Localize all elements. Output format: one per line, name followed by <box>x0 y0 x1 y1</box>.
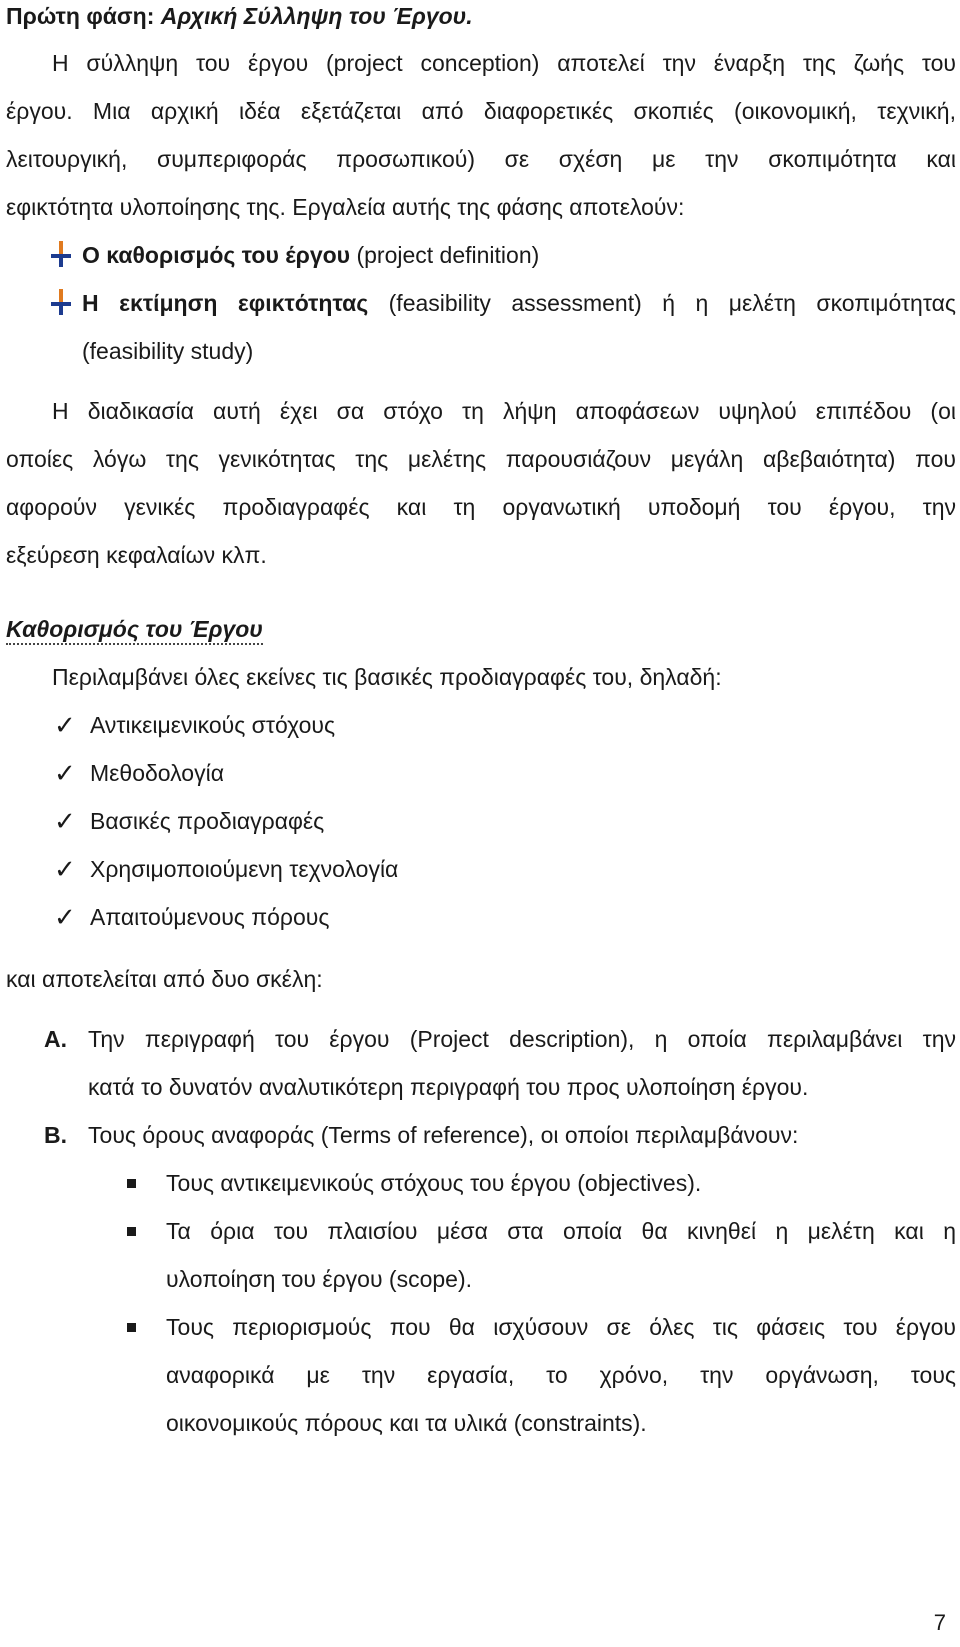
arrow-bullet-icon <box>50 289 72 315</box>
check-item: Βασικές προδιαγραφές <box>90 808 325 834</box>
square-bullet-icon <box>127 1323 136 1332</box>
paragraph-line: έργου. Μια αρχική ιδέα εξετάζεται από διαφορετικές σκοπιές (οικονομική, τεχνική, <box>6 98 956 124</box>
consists-text: και αποτελείται από δυο σκέλη: <box>6 966 323 992</box>
list-item-a-line: Την περιγραφή του έργου (Project description), η οποία περιλαμβάνει την <box>88 1026 956 1052</box>
list-item-b-line: Τους όρους αναφοράς (Terms of reference), οι οποίοι περιλαμβάνουν: <box>88 1122 799 1148</box>
sub-item-line: Τους αντικειμενικούς στόχους του έργου (objectives). <box>166 1170 702 1196</box>
check-item: Απαιτούμενους πόρους <box>90 904 330 930</box>
sub-item-line: οικονομικούς πόρους και τα υλικά (constraints). <box>166 1410 647 1436</box>
square-bullet-icon <box>127 1179 136 1188</box>
list-marker-a: A. <box>44 1026 67 1052</box>
phase-heading-prefix: Πρώτη φάση: <box>6 3 155 29</box>
section-heading-text: Καθορισμός του Έργου <box>6 616 263 645</box>
list-marker-b: B. <box>44 1122 67 1148</box>
intro-text: Περιλαμβάνει όλες εκείνες τις βασικές προδιαγραφές του, δηλαδή: <box>52 664 722 690</box>
page-number: 7 <box>933 1610 946 1635</box>
sub-item-line: Τους περιορισμούς που θα ισχύσουν σε όλες τις φάσεις του έργου <box>166 1314 956 1340</box>
paragraph-line: Η σύλληψη του έργου (project conception) αποτελεί την έναρξη της ζωής του <box>52 50 956 76</box>
square-bullet-icon <box>127 1227 136 1236</box>
list-item-a-line: κατά το δυνατόν αναλυτικότερη περιγραφή του προς υλοποίηση έργου. <box>88 1074 809 1100</box>
paragraph-line: οποίες λόγω της γενικότητας της μελέτης παρουσιάζουν μεγάλη αβεβαιότητα) που <box>6 446 956 472</box>
document-page <box>6 0 956 1647</box>
checkmark-icon: ✓ <box>54 710 76 740</box>
checkmark-icon: ✓ <box>54 854 76 884</box>
check-item: Αντικειμενικούς στόχους <box>90 712 336 738</box>
tool-item-bold: Ο καθορισμός του έργου <box>82 242 351 268</box>
tool-item-continuation: (feasibility study) <box>82 338 254 364</box>
sub-item-line: Τα όρια του πλαισίου μέσα στα οποία θα κινηθεί η μελέτη και η <box>166 1218 956 1244</box>
tool-item-rest: (feasibility assessment) ή η μελέτη σκοπιμότητας <box>368 290 956 316</box>
checkmark-icon: ✓ <box>54 806 76 836</box>
tool-item-bold: Η εκτίμηση εφικτότητας <box>82 290 369 316</box>
section-heading <box>6 613 263 645</box>
paragraph-line: εφικτότητα υλοποίησης της. Εργαλεία αυτής της φάσης αποτελούν: <box>6 194 685 220</box>
tool-item-rest: (project definition) <box>350 242 540 268</box>
tool-item <box>82 287 956 319</box>
check-item: Μεθοδολογία <box>90 760 225 786</box>
check-item: Χρησιμοποιούμενη τεχνολογία <box>90 856 399 882</box>
sub-item-line: υλοποίηση του έργου (scope). <box>166 1266 473 1292</box>
paragraph-line: εξεύρεση κεφαλαίων κλπ. <box>6 542 267 568</box>
paragraph-line: λειτουργική, συμπεριφοράς προσωπικού) σε σχέση με την σκοπιμότητα και <box>6 146 956 172</box>
paragraph-line: αφορούν γενικές προδιαγραφές και τη οργανωτική υποδομή του έργου, την <box>6 494 956 520</box>
arrow-bullet-icon <box>50 241 72 267</box>
sub-item-line: αναφορικά με την εργασία, το χρόνο, την οργάνωση, τους <box>166 1362 956 1388</box>
paragraph-line: Η διαδικασία αυτή έχει σα στόχο τη λήψη αποφάσεων υψηλού επιπέδου (οι <box>52 398 956 424</box>
tool-item <box>82 239 539 271</box>
checkmark-icon: ✓ <box>54 902 76 932</box>
phase-heading <box>6 0 473 32</box>
checkmark-icon: ✓ <box>54 758 76 788</box>
phase-heading-title: Αρχική Σύλληψη του Έργου. <box>160 3 473 29</box>
